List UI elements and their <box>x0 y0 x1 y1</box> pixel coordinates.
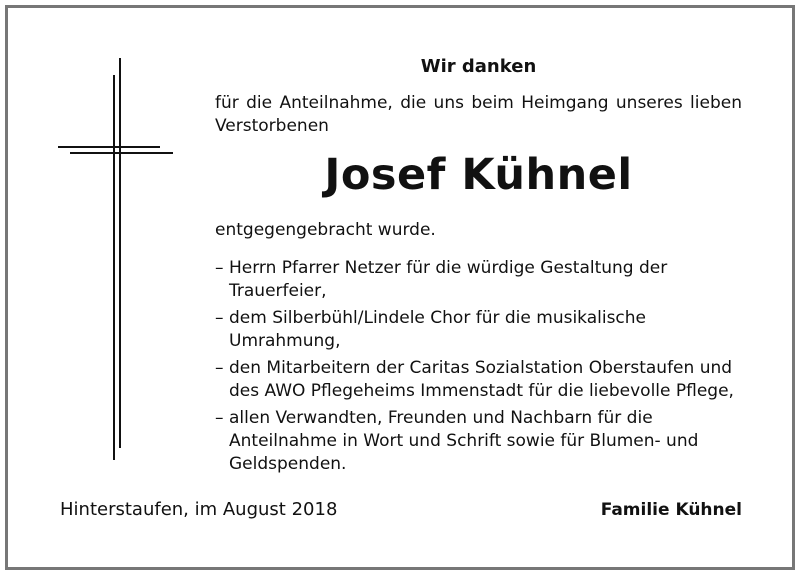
list-dash: – <box>215 408 224 428</box>
list-item <box>215 257 755 303</box>
list-dash: – <box>215 258 224 278</box>
signature: Familie Kühnel <box>600 500 742 520</box>
deceased-name: Josef Kühnel <box>324 150 633 200</box>
intro-text: für die Anteilnahme, die uns beim Heimgang unseres lieben Verstorbenen <box>215 93 742 136</box>
list-item-text: den Mitarbeitern der Caritas Sozialstation Oberstaufen und des AWO Pflegeheims Immenstadt für die liebevolle Pflege, <box>229 358 734 401</box>
list-dash: – <box>215 358 224 378</box>
list-item <box>215 407 755 476</box>
list-item <box>215 357 755 403</box>
list-dash: – <box>215 308 224 328</box>
list-item-text: dem Silberbühl/Lindele Chor für die musikalische Umrahmung, <box>229 308 647 351</box>
place-date: Hinterstaufen, im August 2018 <box>60 499 338 520</box>
after-name-text: entgegengebracht wurde. <box>215 220 436 240</box>
list-item <box>215 307 755 353</box>
thanks-list <box>215 257 755 480</box>
list-item-text: Herrn Pfarrer Netzer für die würdige Gestaltung der Trauerfeier, <box>229 258 668 301</box>
heading: Wir danken <box>420 56 537 77</box>
list-item-text: allen Verwandten, Freunden und Nachbarn für die Anteilnahme in Wort und Schrift sowie für Blumen- und Geldspenden. <box>229 408 699 474</box>
